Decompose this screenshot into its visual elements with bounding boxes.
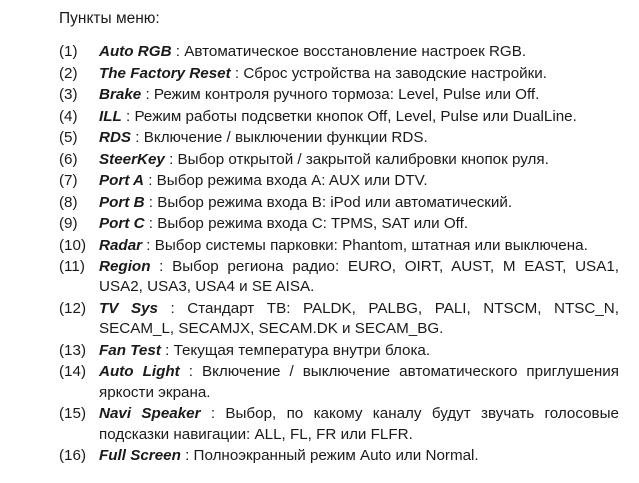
menu-item-term: ILL <box>99 107 122 125</box>
menu-item <box>59 64 619 84</box>
menu-item-term: Radar <box>99 236 143 254</box>
menu-item-separator: : <box>150 258 173 275</box>
menu-item-description: Включение / выключение автоматического приглушения яркости экрана. <box>99 363 619 401</box>
menu-item <box>59 42 619 62</box>
menu-item-description: Выбор режима входа B: iPod или автоматический. <box>157 193 513 211</box>
menu-item <box>59 214 619 234</box>
menu-item-text <box>99 107 619 127</box>
menu-item-description: Выбор режима входа C: TPMS, SAT или Off. <box>157 215 469 232</box>
menu-item-number: (10) <box>59 236 87 254</box>
menu-item-separator: : <box>131 129 144 146</box>
menu-item-number: (16) <box>59 447 87 465</box>
menu-item-number: (2) <box>59 64 78 82</box>
menu-item-description: Стандарт ТВ: PALDK, PALBG, PALI, NTSCM, NTSC_N, SECAM_L, SECAMJX, SECAM.DK и SECAM_BG. <box>99 299 619 338</box>
menu-item-number: (14) <box>59 363 87 381</box>
menu-item <box>59 150 619 170</box>
menu-item-term: Port C <box>99 215 145 232</box>
menu-item-number: (15) <box>59 405 87 423</box>
menu-item-separator: : <box>144 193 158 211</box>
menu-item <box>59 236 619 256</box>
menu-item-description: Режим контроля ручного тормоза: Level, Pulse или Off. <box>153 86 540 103</box>
menu-item-term: Navi Speaker <box>99 405 201 423</box>
menu-item-text <box>99 404 619 445</box>
menu-item-separator: : <box>121 107 135 125</box>
menu-item-description: Режим работы подсветки кнопок Off, Level, Pulse или DualLine. <box>134 107 577 125</box>
menu-item-text <box>99 150 619 170</box>
menu-item-separator: : <box>142 236 155 254</box>
menu-item-number: (13) <box>59 341 87 359</box>
menu-item <box>59 299 619 340</box>
menu-item-description: Сброс устройства на заводские настройки. <box>243 64 548 82</box>
menu-item-description: Выбор открытой / закрытой калибровки кнопок руля. <box>177 150 549 168</box>
menu-item-text <box>99 299 619 340</box>
menu-item-term: Fan Test <box>99 341 161 359</box>
menu-item-separator: : <box>179 363 202 381</box>
menu-item-number: (5) <box>59 129 78 146</box>
menu-item-term: Region <box>99 258 151 275</box>
menu-item-text <box>99 257 619 298</box>
menu-items-heading: Пункты меню: <box>59 10 160 27</box>
menu-item-term: The Factory Reset <box>99 64 231 82</box>
menu-item-number: (3) <box>59 86 78 103</box>
menu-item-description: Выбор системы парковки: Phantom, штатная или выключена. <box>154 236 588 254</box>
menu-item-description: Выбор региона радио: EURO, OIRT, AUST, M EAST, USA1, USA2, USA3, USA4 и SE AISA. <box>99 258 619 296</box>
menu-item <box>59 446 619 466</box>
menu-item <box>59 107 619 127</box>
menu-item-separator: : <box>164 150 178 168</box>
menu-item-number: (1) <box>59 43 78 60</box>
menu-item-term: TV Sys <box>99 299 158 317</box>
menu-item-term: Full Screen <box>99 447 181 465</box>
menu-item-text <box>99 128 619 148</box>
menu-item-text <box>99 42 619 62</box>
menu-item-description: Полноэкранный режим Auto или Normal. <box>193 447 479 465</box>
menu-item-separator: : <box>180 447 194 465</box>
menu-item-number: (7) <box>59 172 78 189</box>
menu-item-text <box>99 341 619 361</box>
menu-item-text <box>99 214 619 234</box>
menu-item-separator: : <box>144 172 157 189</box>
menu-item-separator: : <box>200 405 226 423</box>
menu-item-text <box>99 362 619 403</box>
menu-item-separator: : <box>171 43 185 60</box>
menu-item <box>59 404 619 445</box>
menu-item <box>59 341 619 361</box>
menu-item-text <box>99 64 619 84</box>
menu-item-number: (8) <box>59 193 78 211</box>
menu-item <box>59 171 619 191</box>
menu-item-text <box>99 85 619 105</box>
menu-item-number: (4) <box>59 107 78 125</box>
menu-item-text <box>99 446 619 466</box>
menu-item-number: (9) <box>59 215 78 232</box>
menu-item-number: (12) <box>59 299 87 317</box>
menu-item-term: Auto Light <box>99 363 180 381</box>
menu-item-description: Включение / выключении функции RDS. <box>143 129 428 146</box>
menu-item-description: Выбор, по какому каналу будут звучать голосовые подсказки навигации: ALL, FL, FR или FLFR. <box>99 405 619 443</box>
menu-item-text <box>99 236 619 256</box>
menu-item <box>59 85 619 105</box>
menu-item-description: Автоматическое восстановление настроек RGB. <box>184 43 527 60</box>
menu-item-term: SteerKey <box>99 150 165 168</box>
menu-item-separator: : <box>160 341 174 359</box>
menu-item-term: Auto RGB <box>99 43 172 60</box>
menu-item-term: Brake <box>99 86 142 103</box>
menu-item <box>59 362 619 403</box>
menu-items-list <box>59 42 619 467</box>
menu-item-separator: : <box>141 86 154 103</box>
menu-item-description: Текущая температура внутри блока. <box>173 341 431 359</box>
menu-item-term: Port A <box>99 172 144 189</box>
menu-item-number: (11) <box>59 258 85 275</box>
menu-item-separator: : <box>157 299 188 317</box>
menu-item-separator: : <box>230 64 244 82</box>
menu-item <box>59 193 619 213</box>
menu-item-term: Port B <box>99 193 145 211</box>
menu-item-text <box>99 193 619 213</box>
menu-item-term: RDS <box>99 129 132 146</box>
menu-item-number: (6) <box>59 150 78 168</box>
menu-item <box>59 257 619 298</box>
menu-item-description: Выбор режима входа A: AUX или DTV. <box>156 172 428 189</box>
menu-item <box>59 128 619 148</box>
menu-item-separator: : <box>144 215 158 232</box>
menu-item-text <box>99 171 619 191</box>
